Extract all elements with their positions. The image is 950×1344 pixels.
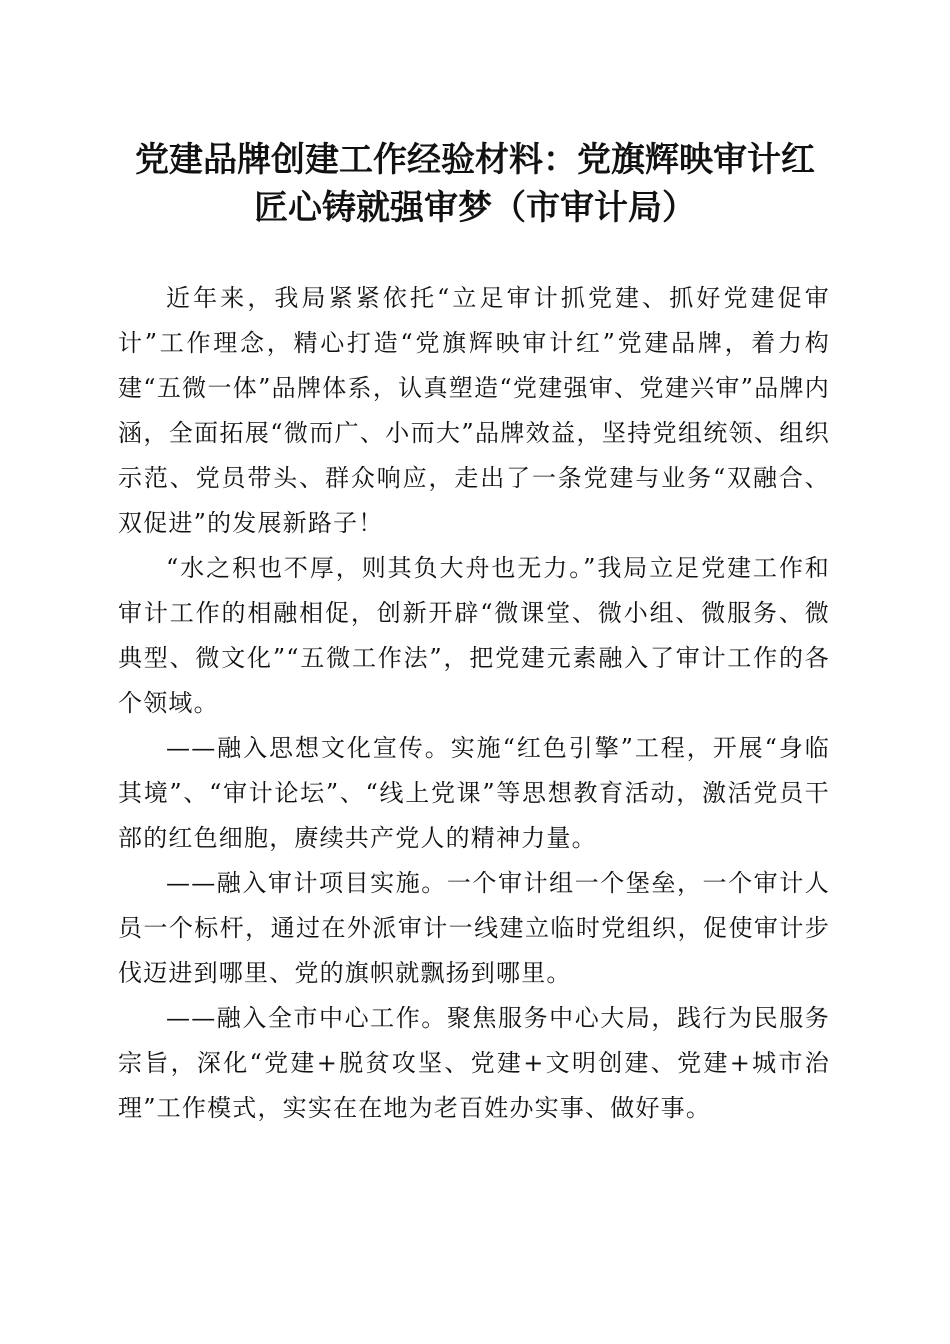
paragraph-city-work: ——融入全市中心工作。聚焦服务中心大局，践行为民服务宗旨，深化“党建+脱贫攻坚、党建+文明创建、党建+城市治理”工作模式，实实在在地为老百姓办实事、做好事。 (118, 1004, 830, 1122)
document-title (100, 136, 850, 232)
paragraph-ideology: ——融入思想文化宣传。实施“红色引擎”工程，开展“身临其境”、“审计论坛”、“线上党课”等思想教育活动，激活党员干部的红色细胞，赓续共产党人的精神力量。 (118, 734, 830, 852)
paragraph-intro: 近年来，我局紧紧依托“立足审计抓党建、抓好党建促审计”工作理念，精心打造“党旗辉映审计红”党建品牌，着力构建“五微一体”品牌体系，认真塑造“党建强审、党建兴审”品牌内涵，全面拓展“微而广、小而大”品牌效益，坚持党组统领、组织示范、党员带头、群众响应，走出了一条党建与业务“双融合、双促进”的发展新路子！ (118, 284, 830, 537)
paragraph-five-micro: “水之积也不厚，则其负大舟也无力。”我局立足党建工作和审计工作的相融相促，创新开辟“微课堂、微小组、微服务、微典型、微文化”“五微工作法”，把党建元素融入了审计工作的各个领域。 (118, 554, 830, 717)
document-body (118, 276, 830, 1131)
paragraph-audit-projects: ——融入审计项目实施。一个审计组一个堡垒，一个审计人员一个标杆，通过在外派审计一线建立临时党组织，促使审计步伐迈进到哪里、党的旗帜就飘扬到哪里。 (118, 869, 830, 987)
title-line-1: 党建品牌创建工作经验材料：党旗辉映审计红 (135, 140, 815, 180)
title-line-2: 匠心铸就强审梦（市审计局） (254, 188, 696, 228)
